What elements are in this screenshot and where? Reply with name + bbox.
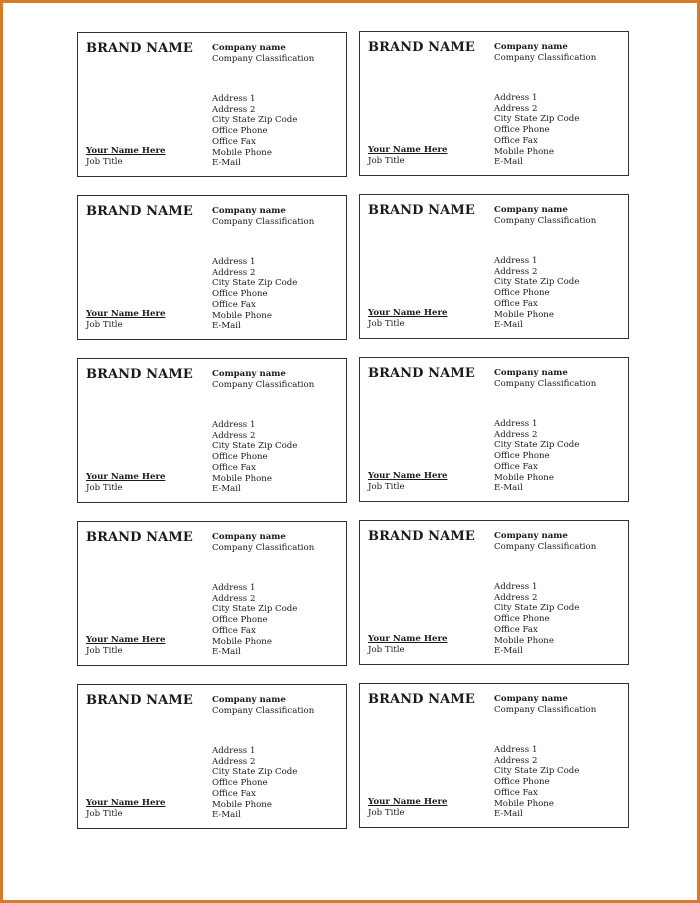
company-classification: Company Classification	[212, 543, 315, 553]
company-classification: Company Classification	[494, 705, 597, 715]
business-card	[359, 520, 629, 665]
business-card	[359, 357, 629, 502]
mobile-phone: Mobile Phone	[494, 635, 554, 646]
business-card	[77, 684, 347, 829]
person-name: Your Name Here	[368, 471, 448, 481]
company-block	[494, 531, 596, 553]
address-block	[494, 582, 579, 657]
city-state-zip: City State Zip Code	[494, 277, 580, 288]
brand-name: BRAND NAME	[368, 529, 475, 544]
office-phone: Office Phone	[212, 452, 268, 463]
person-block	[86, 635, 165, 657]
city-state-zip: City State Zip Code	[212, 278, 298, 289]
person-block	[86, 798, 165, 820]
job-title: Job Title	[86, 646, 123, 656]
company-classification: Company Classification	[494, 542, 597, 552]
brand-name: BRAND NAME	[86, 41, 193, 56]
office-fax: Office Fax	[212, 299, 256, 310]
person-name: Your Name Here	[368, 797, 448, 807]
email: E-Mail	[494, 646, 523, 657]
company-name: Company name	[212, 206, 286, 216]
company-classification: Company Classification	[494, 379, 597, 389]
company-block	[494, 368, 596, 390]
business-card	[359, 194, 629, 339]
mobile-phone: Mobile Phone	[212, 636, 272, 647]
job-title: Job Title	[86, 157, 123, 167]
office-phone: Office Phone	[212, 126, 268, 137]
city-state-zip: City State Zip Code	[212, 115, 298, 126]
office-fax: Office Fax	[494, 461, 538, 472]
company-name: Company name	[212, 43, 286, 53]
person-name: Your Name Here	[86, 146, 166, 156]
company-block	[494, 694, 596, 716]
job-title: Job Title	[368, 482, 405, 492]
email: E-Mail	[494, 320, 523, 331]
company-name: Company name	[494, 531, 568, 541]
brand-name: BRAND NAME	[86, 693, 193, 708]
business-card	[77, 358, 347, 503]
office-fax: Office Fax	[494, 624, 538, 635]
address-line-2: Address 2	[494, 103, 538, 114]
brand-name: BRAND NAME	[86, 530, 193, 545]
company-block	[212, 695, 314, 717]
company-classification: Company Classification	[212, 706, 315, 716]
email: E-Mail	[494, 157, 523, 168]
address-line-1: Address 1	[212, 94, 256, 104]
job-title: Job Title	[368, 319, 405, 329]
address-line-2: Address 2	[494, 755, 538, 766]
person-name: Your Name Here	[86, 472, 166, 482]
address-line-1: Address 1	[494, 419, 538, 429]
city-state-zip: City State Zip Code	[212, 604, 298, 615]
city-state-zip: City State Zip Code	[212, 441, 298, 452]
business-card	[77, 521, 347, 666]
office-phone: Office Phone	[212, 615, 268, 626]
address-block	[212, 420, 297, 495]
address-line-1: Address 1	[212, 583, 256, 593]
person-block	[368, 634, 447, 656]
city-state-zip: City State Zip Code	[494, 440, 580, 451]
mobile-phone: Mobile Phone	[212, 147, 272, 158]
address-line-2: Address 2	[494, 429, 538, 440]
office-fax: Office Fax	[212, 625, 256, 636]
mobile-phone: Mobile Phone	[494, 146, 554, 157]
office-fax: Office Fax	[212, 462, 256, 473]
person-name: Your Name Here	[368, 634, 448, 644]
office-phone: Office Phone	[212, 778, 268, 789]
email: E-Mail	[494, 809, 523, 820]
address-block	[212, 94, 297, 169]
person-block	[86, 146, 165, 168]
email: E-Mail	[212, 484, 241, 495]
address-line-2: Address 2	[494, 592, 538, 603]
mobile-phone: Mobile Phone	[212, 310, 272, 321]
person-block	[368, 797, 447, 819]
city-state-zip: City State Zip Code	[494, 114, 580, 125]
person-name: Your Name Here	[86, 798, 166, 808]
mobile-phone: Mobile Phone	[494, 798, 554, 809]
company-classification: Company Classification	[212, 54, 315, 64]
person-block	[368, 471, 447, 493]
office-fax: Office Fax	[212, 788, 256, 799]
company-block	[212, 369, 314, 391]
company-name: Company name	[212, 369, 286, 379]
company-name: Company name	[494, 368, 568, 378]
address-block	[494, 256, 579, 331]
job-title: Job Title	[86, 320, 123, 330]
email: E-Mail	[212, 647, 241, 658]
address-line-1: Address 1	[212, 257, 256, 267]
office-fax: Office Fax	[494, 787, 538, 798]
job-title: Job Title	[368, 156, 405, 166]
business-card	[359, 31, 629, 176]
city-state-zip: City State Zip Code	[494, 766, 580, 777]
address-line-1: Address 1	[212, 420, 256, 430]
office-phone: Office Phone	[494, 777, 550, 788]
address-line-1: Address 1	[494, 582, 538, 592]
company-classification: Company Classification	[494, 216, 597, 226]
mobile-phone: Mobile Phone	[494, 472, 554, 483]
person-name: Your Name Here	[86, 309, 166, 319]
brand-name: BRAND NAME	[368, 366, 475, 381]
office-phone: Office Phone	[494, 288, 550, 299]
person-block	[368, 145, 447, 167]
office-fax: Office Fax	[212, 136, 256, 147]
brand-name: BRAND NAME	[86, 367, 193, 382]
company-block	[212, 532, 314, 554]
address-line-1: Address 1	[212, 746, 256, 756]
address-line-2: Address 2	[212, 593, 256, 604]
person-block	[368, 308, 447, 330]
address-line-2: Address 2	[212, 430, 256, 441]
address-block	[494, 93, 579, 168]
address-block	[212, 257, 297, 332]
company-block	[494, 205, 596, 227]
city-state-zip: City State Zip Code	[494, 603, 580, 614]
mobile-phone: Mobile Phone	[494, 309, 554, 320]
brand-name: BRAND NAME	[368, 692, 475, 707]
company-name: Company name	[212, 695, 286, 705]
email: E-Mail	[494, 483, 523, 494]
business-card	[77, 32, 347, 177]
business-card	[359, 683, 629, 828]
address-block	[212, 746, 297, 821]
company-classification: Company Classification	[212, 380, 315, 390]
address-line-2: Address 2	[494, 266, 538, 277]
brand-name: BRAND NAME	[368, 40, 475, 55]
company-name: Company name	[494, 694, 568, 704]
company-block	[212, 206, 314, 228]
city-state-zip: City State Zip Code	[212, 767, 298, 778]
address-block	[494, 745, 579, 820]
person-block	[86, 472, 165, 494]
job-title: Job Title	[86, 483, 123, 493]
company-name: Company name	[494, 42, 568, 52]
address-line-1: Address 1	[494, 256, 538, 266]
company-block	[212, 43, 314, 65]
person-block	[86, 309, 165, 331]
person-name: Your Name Here	[86, 635, 166, 645]
address-line-2: Address 2	[212, 267, 256, 278]
company-classification: Company Classification	[494, 53, 597, 63]
office-phone: Office Phone	[494, 614, 550, 625]
email: E-Mail	[212, 810, 241, 821]
address-line-2: Address 2	[212, 104, 256, 115]
email: E-Mail	[212, 321, 241, 332]
person-name: Your Name Here	[368, 145, 448, 155]
brand-name: BRAND NAME	[368, 203, 475, 218]
business-card	[77, 195, 347, 340]
company-name: Company name	[212, 532, 286, 542]
office-fax: Office Fax	[494, 298, 538, 309]
job-title: Job Title	[368, 808, 405, 818]
office-phone: Office Phone	[212, 289, 268, 300]
address-block	[494, 419, 579, 494]
person-name: Your Name Here	[368, 308, 448, 318]
mobile-phone: Mobile Phone	[212, 473, 272, 484]
company-block	[494, 42, 596, 64]
company-classification: Company Classification	[212, 217, 315, 227]
brand-name: BRAND NAME	[86, 204, 193, 219]
job-title: Job Title	[86, 809, 123, 819]
address-line-1: Address 1	[494, 93, 538, 103]
mobile-phone: Mobile Phone	[212, 799, 272, 810]
email: E-Mail	[212, 158, 241, 169]
office-fax: Office Fax	[494, 135, 538, 146]
address-block	[212, 583, 297, 658]
address-line-2: Address 2	[212, 756, 256, 767]
company-name: Company name	[494, 205, 568, 215]
office-phone: Office Phone	[494, 451, 550, 462]
office-phone: Office Phone	[494, 125, 550, 136]
job-title: Job Title	[368, 645, 405, 655]
address-line-1: Address 1	[494, 745, 538, 755]
